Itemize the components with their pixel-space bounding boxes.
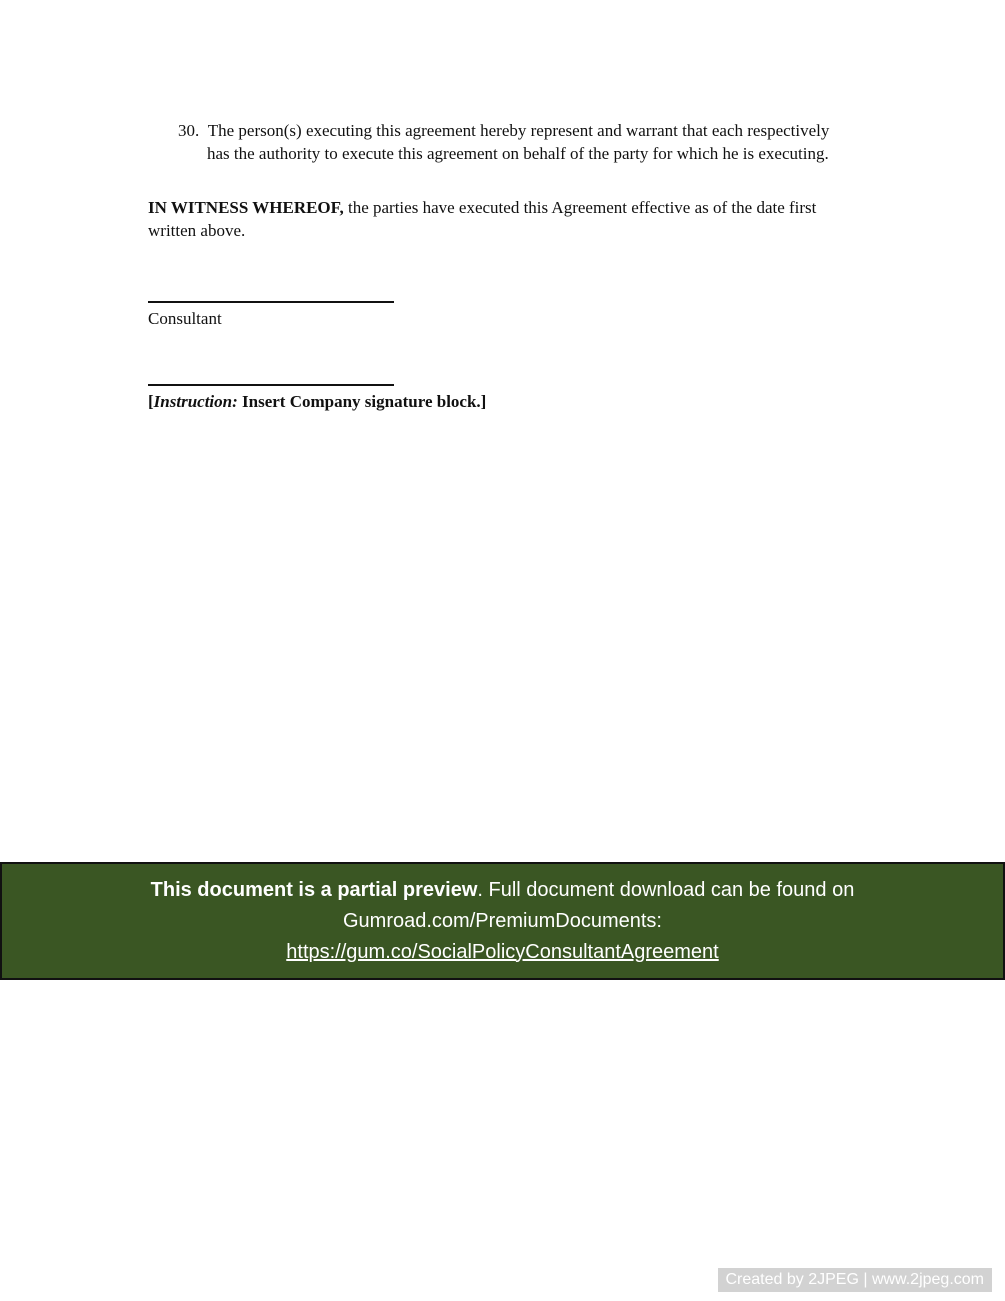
banner-line-3 — [286, 937, 718, 968]
banner-line1-rest: . Full document download can be found on — [477, 878, 855, 901]
instruction-bracket: [ — [148, 392, 154, 411]
gumroad-download-link[interactable]: https://gum.co/SocialPolicyConsultantAgreement — [286, 940, 719, 963]
witness-lead: IN WITNESS WHEREOF, — [148, 198, 344, 217]
consultant-signature-line — [148, 301, 394, 303]
2jpeg-watermark: Created by 2JPEG | www.2jpeg.com — [718, 1268, 993, 1292]
company-signature-block — [148, 384, 486, 413]
consultant-signature-block — [148, 301, 394, 330]
instruction-italic-label: Instruction: — [153, 392, 238, 411]
company-signature-instruction — [148, 390, 486, 413]
clause-number: 30. — [178, 121, 200, 140]
banner-line-1 — [151, 875, 855, 906]
consultant-signature-label: Consultant — [148, 309, 222, 328]
witness-body: the parties have executed this Agreement effective as of the date first written above. — [148, 198, 817, 240]
company-signature-line — [148, 384, 394, 386]
instruction-rest-text: Insert Company signature block.] — [237, 392, 487, 411]
banner-line-2: Gumroad.com/PremiumDocuments: — [343, 909, 662, 932]
partial-preview-banner — [0, 862, 1005, 980]
banner-bold-lead: This document is a partial preview — [150, 878, 478, 901]
clause-body-text: The person(s) executing this agreement hereby represent and warrant that each respectively has the authority to execute this agreement on behalf of the party for which he is executing. — [207, 121, 830, 163]
clause-30 — [178, 119, 852, 165]
witness-paragraph — [148, 196, 856, 242]
